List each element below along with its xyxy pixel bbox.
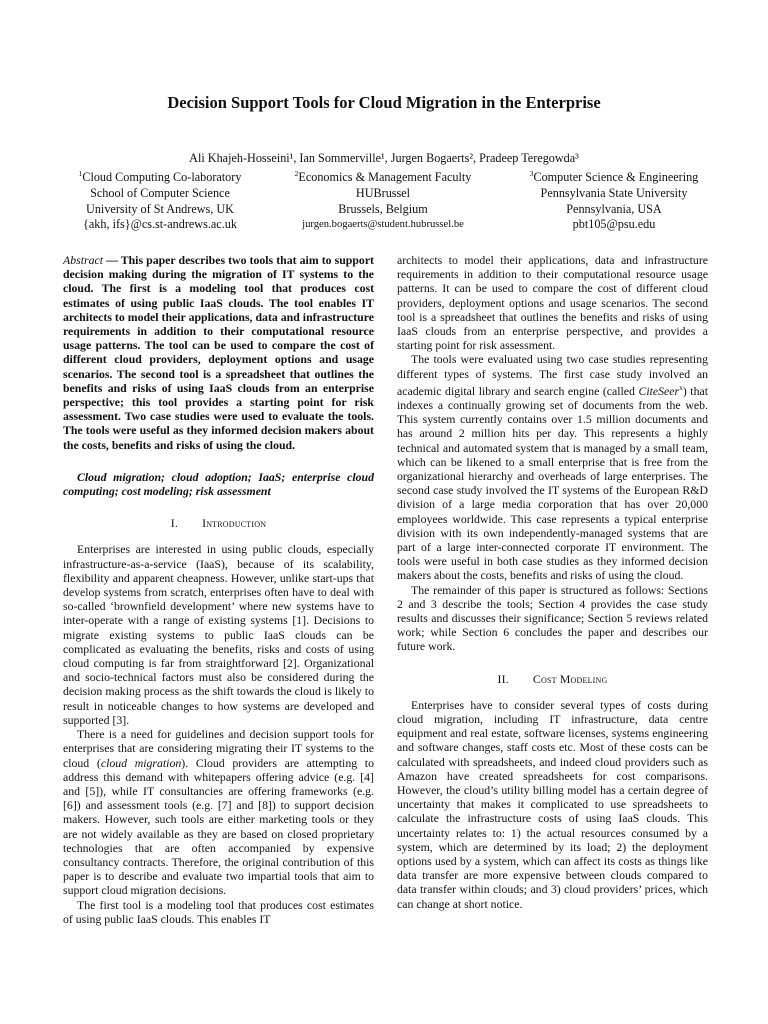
affiliation-2	[283, 166, 483, 233]
abstract	[63, 253, 374, 452]
affiliation-email: pbt105@psu.edu	[572, 217, 656, 232]
left-column	[63, 253, 374, 926]
affiliation-line: Economics & Management Faculty	[298, 170, 472, 184]
text-run: The tools were evaluated using two case studies representing different types of systems. The first case study involved an academic digital library and search engine (called	[397, 352, 708, 398]
paragraph: Enterprises have to consider several types of costs during cloud migration, including IT infrastructure, data centre equipment and real estate, software licenses, systems engineering and software changes, staff costs etc. Most of these costs can be calculated with spreadsheets, and indeed cloud providers such as Amazon have created spreadsheets for cost comparisons. However, the cloud’s utility billing model has a certain degree of uncertainty that makes it complicated to use spreadsheets to calculate the infrastructure costs of using IaaS clouds. This uncertainty relates to: 1) the actual resources consumed by a system, which are determined by its load; 2) the deployment options used by a system, which can affect its costs as things like data transfer are more expensive between clouds compared to data transfer within clouds; and 3) cloud providers’ prices, which can change at short notice.	[397, 697, 708, 911]
abstract-text: — This paper describes two tools that aim to support decision making during the migration of IT systems to the cloud. The first is a modeling tool that produces cost estimates of using public IaaS clouds. The tool enables IT architects to model their applications, data and infrastructure requirements in addition to their computational resource usage patterns. The tool can be used to compare the cost of different cloud providers, deployment options and usage scenarios. The second tool is a spreadsheet that outlines the benefits and risks of using IaaS clouds from an enterprise perspective; this tool provides a starting point for risk assessment. Two case studies were used to evaluate the tools. The tools were useful as they informed decision makers about the costs, benefits and risks of using the cloud.	[63, 253, 374, 452]
paragraph	[397, 352, 708, 582]
abstract-label: Abstract	[63, 253, 103, 267]
affiliation-3	[504, 166, 724, 233]
section-heading-cost-modeling	[397, 672, 708, 686]
section-heading-introduction	[63, 516, 374, 530]
affiliation-line: Computer Science & Engineering	[533, 170, 699, 184]
section-number: I.	[170, 516, 179, 531]
affiliation-1	[55, 166, 265, 233]
affiliation-line: Pennsylvania, USA	[566, 201, 662, 216]
text-run: ) that indexes a continually growing set of documents from the web. This system currently contains over 1.5 million documents and has around 2 million hits per day. This represents a highly technical and automated system that is managed by a small team, which can be likened to a small enterprise that is free from the organizational hierarchy and overheads of large enterprises. The second case study involved the IT systems of the European R&D division of a large media corporation that has over 20,000 employees worldwide. This case represents a typical enterprise division with its own independently-managed systems that are part of a large inter-connected corporate IT environment. The tools were useful in both case studies as they informed decision makers about the costs, benefits and risks of using the cloud.	[397, 383, 708, 583]
affiliation-line: University of St Andrews, UK	[86, 201, 234, 216]
text-run: There is a need for guidelines and decision support tools for enterprises that are considering migrating their IT systems to the cloud (	[63, 727, 374, 770]
paragraph	[63, 727, 374, 897]
affiliation-line: Brussels, Belgium	[338, 201, 428, 216]
superscript: x	[679, 382, 683, 392]
affiliation-line: Cloud Computing Co-laboratory	[82, 170, 242, 184]
paragraph: The remainder of this paper is structured as follows: Sections 2 and 3 describe the tools; Section 4 provides the case study results and discusses their significance; Section 5 reviews related work; while Section 6 concludes the paper and describes our future work.	[397, 582, 708, 654]
emphasis: cloud migration	[100, 755, 182, 770]
affiliation-line: Pennsylvania State University	[540, 185, 688, 200]
affiliation-email: jurgen.bogaerts@student.hubrussel.be	[302, 219, 464, 231]
section-number: II.	[497, 671, 509, 686]
author-list: Ali Khajeh-Hosseini¹, Ian Sommerville¹, Jurgen Bogaerts², Pradeep Teregowda³	[189, 151, 579, 165]
affiliation-marker: 2	[294, 169, 299, 178]
affiliation-email: {akh, ifs}@cs.st-andrews.ac.uk	[83, 217, 237, 232]
paragraph: architects to model their applications, data and infrastructure requirements in addition to their computational resource usage patterns. It can be used to compare the cost of different cloud providers, deployment options and usage scenarios. The second tool is a spreadsheet that outlines the benefits and risks of using IaaS clouds from an enterprise perspective, and provides a starting point for risk assessment.	[397, 253, 708, 353]
section-title: Cost Modeling	[532, 671, 608, 686]
paragraph: Enterprises are interested in using public clouds, especially infrastructure-as-a-service (IaaS), because of its scalability, flexibility and apparent cheapness. However, unlike start-ups that develop systems from scratch, enterprises often have to deal with so-called ‘brownfield development’ where new systems have to inter-operate with a range of existing systems [1]. Decisions to migrate existing systems to public IaaS clouds can be complicated as evaluating the benefits, risks and costs of using cloud computing is far from straightforward [2]. Organizational and socio-technical factors must also be considered during the decision making process as the shift towards the cloud is likely to result in noticeable changes to how systems are developed and supported [3].	[63, 542, 374, 727]
text-run: ). Cloud providers are attempting to address this demand with whitepapers offering advice (e.g. [4] and [5]), while IT consultancies are offering frameworks (e.g. [6]) and assessment tools (e.g. [7] and [8]) to support decision makers. However, such tools are either marketing tools or they are not widely available as they are based on closed proprietary technologies that are often accompanied by expensive consultancy contracts. Therefore, the original contribution of this paper is to describe and evaluate two impartial tools that aim to support cloud migration decisions.	[63, 755, 374, 898]
section-title: Introduction	[202, 516, 267, 531]
paragraph: The first tool is a modeling tool that produces cost estimates of using public IaaS clouds. This enables IT	[63, 897, 374, 926]
affiliation-line: HUBrussel	[355, 185, 411, 200]
affiliation-marker: 1	[78, 169, 83, 178]
emphasis: CiteSeer	[638, 383, 680, 398]
index-terms: Cloud migration; cloud adoption; IaaS; enterprise cloud computing; cost modeling; risk assessment	[63, 469, 374, 499]
affiliation-line: School of Computer Science	[90, 185, 230, 200]
paper-title: Decision Support Tools for Cloud Migration in the Enterprise	[167, 93, 601, 112]
right-column	[397, 253, 708, 911]
affiliation-marker: 3	[529, 169, 534, 178]
